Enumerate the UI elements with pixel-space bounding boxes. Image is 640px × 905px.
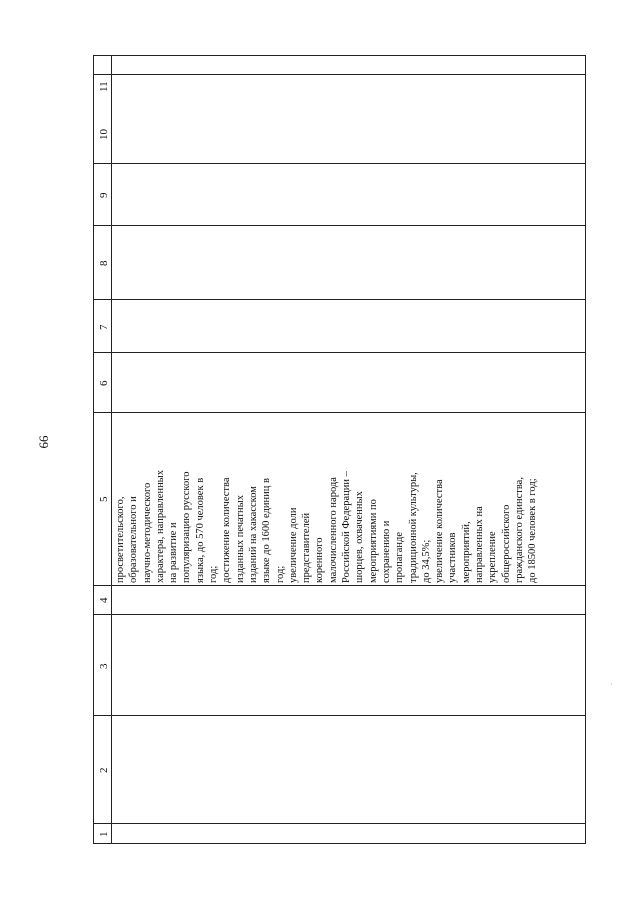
column-number-11: 11 xyxy=(98,81,110,92)
page-number: 66 xyxy=(36,435,51,449)
column-separator xyxy=(94,823,585,824)
text-line: год; xyxy=(208,565,220,583)
text-line: до 34,5%; xyxy=(420,539,432,583)
text-line: на развитие и xyxy=(168,522,180,583)
column-5-cell xyxy=(114,413,540,583)
text-line: коренного xyxy=(314,537,326,583)
text-line: мероприятиями по xyxy=(367,499,379,583)
column-number-10: 10 xyxy=(98,129,110,140)
text-line: гражданского единства, xyxy=(513,477,525,583)
text-line: участников xyxy=(447,532,459,583)
column-separator xyxy=(94,614,585,615)
column-number-3: 3 xyxy=(98,663,110,669)
column-separator xyxy=(94,299,585,300)
text-line: пропаганде xyxy=(394,532,406,583)
text-line: малочисленного народа xyxy=(327,477,339,583)
text-line: общероссийского xyxy=(500,504,512,583)
text-line: мероприятий, xyxy=(460,521,472,583)
document-table xyxy=(93,55,586,844)
text-line: достижение количества xyxy=(221,477,233,583)
column-number-9: 9 xyxy=(98,192,110,198)
text-line: шорцев, охваченных xyxy=(354,491,366,583)
text-line: год; xyxy=(274,565,286,583)
column-number-4: 4 xyxy=(98,597,110,603)
column-separator xyxy=(94,585,585,586)
column-separator xyxy=(94,352,585,353)
text-line: увеличение доли xyxy=(287,507,299,583)
column-separator xyxy=(94,715,585,716)
text-line: изданий на хакасском xyxy=(247,486,259,583)
header-border xyxy=(111,56,112,843)
text-line: сохранению и xyxy=(380,520,392,583)
text-line: образовательного и xyxy=(128,496,140,583)
text-line: направленных на xyxy=(474,506,486,583)
column-number-1: 1 xyxy=(98,831,110,837)
text-line: до 18500 человек в год; xyxy=(527,478,539,583)
scan-artifact: · xyxy=(610,680,613,689)
column-number-2: 2 xyxy=(98,767,110,773)
column-separator xyxy=(94,225,585,226)
text-line: языке до 1600 единиц в xyxy=(261,478,273,583)
text-line: укрепление xyxy=(487,531,499,583)
text-line: традиционной культуры, xyxy=(407,472,419,583)
text-line: популяризацию русского xyxy=(181,471,193,583)
column-number-6: 6 xyxy=(98,380,110,386)
column-number-7: 7 xyxy=(98,324,110,330)
text-line: научно-методического xyxy=(141,482,153,583)
text-line: просветительского, xyxy=(115,496,126,583)
text-line: языка, до 570 человек в xyxy=(194,477,206,583)
column-number-5: 5 xyxy=(98,496,110,502)
column-separator xyxy=(94,163,585,164)
column-number-8: 8 xyxy=(98,260,110,266)
text-line: изданных печатных xyxy=(234,495,246,583)
column-separator xyxy=(94,74,585,75)
text-line: характера, направленных xyxy=(154,470,166,583)
text-line: Российской Федерации – xyxy=(341,471,353,583)
text-line: представителей xyxy=(301,512,313,583)
text-line: увеличение количества xyxy=(434,479,446,583)
